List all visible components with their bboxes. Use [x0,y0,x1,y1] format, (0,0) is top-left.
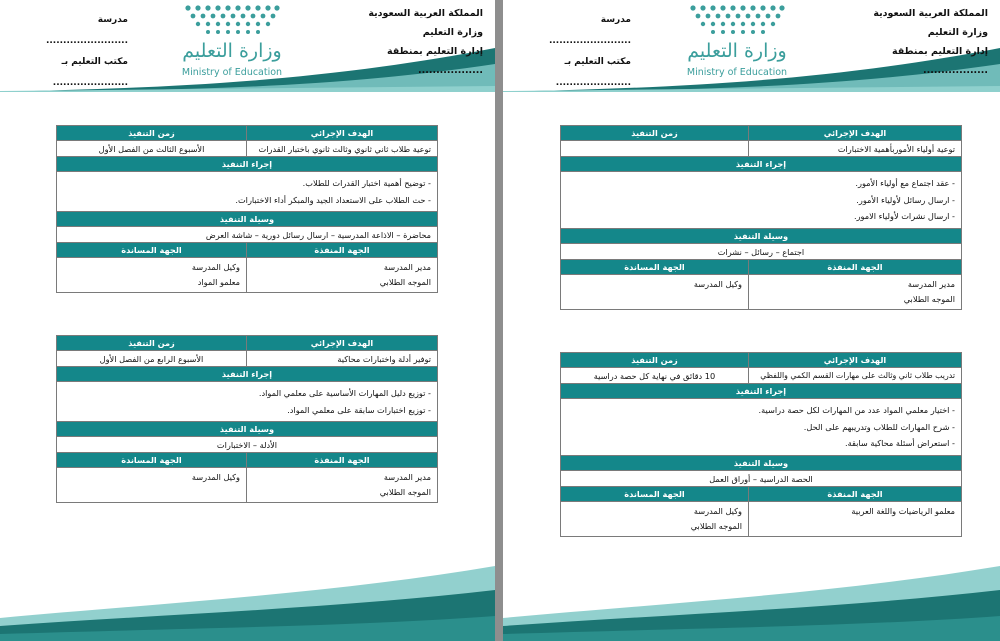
label-executor: الجهة المنفذة [247,243,438,258]
procedure-list [57,172,438,212]
label-executor: الجهة المنفذة [247,453,438,468]
logo-dots-icon [182,2,282,38]
label-means: وسيلة التنفيذ [57,422,438,437]
procedure-item: - حث الطلاب على الاستعداد الجيد والمبكر أداء الاختبارات. [235,194,431,205]
logo-arabic-text: وزارة التعليم [687,40,787,62]
header-school-block [521,10,631,94]
header-admin: إدارة التعليم بمنطقة .................. [386,46,483,76]
procedure-item: - اختيار معلمي المواد عدد من المهارات لكل حصة دراسية. [758,405,955,415]
executor-list [749,502,962,537]
logo-english-text: Ministry of Education [686,67,788,78]
logo-dots-icon [687,2,787,38]
executor-list [247,258,438,293]
footer-wave-decoration [503,546,1000,641]
supporter-item: وكيل المدرسة [191,472,240,482]
means-value: الأدلة – الاختبارات [57,437,438,453]
logo-arabic-text: وزارة التعليم [182,40,282,62]
header-school: مدرسة ........................ [548,15,631,46]
executor-item: مدير المدرسة [383,472,431,482]
goal-value: تدريب طلاب ثاني وثالث على مهارات القسم الكمي واللفظي [749,368,962,384]
procedure-item: - عقد اجتماع مع أولياء الأمور. [855,178,955,188]
time-value: الأسبوع الثالث من الفصل الأول [57,141,247,157]
procedure-item: - توزيع دليل المهارات الأساسية على معلمي المواد. [258,388,431,398]
supporter-list [57,468,247,503]
label-supporter: الجهة المساندة [57,243,247,258]
label-procedure: إجراء التنفيذ [57,367,438,382]
label-supporter: الجهة المساندة [561,487,749,502]
procedure-item: - ارسال رسائل لأولياء الأمور. [856,194,955,205]
header-ministry: وزارة التعليم [927,27,988,38]
means-value: الحصة الدراسية – أوراق العمل [561,471,962,487]
procedure-item: - توزيع اختبارات سابقة على معلمي المواد. [287,404,431,415]
executor-item: الموجه الطلابي [903,294,955,304]
label-means: وسيلة التنفيذ [57,212,438,227]
procedure-item: - شرح المهارات للطلاب وتدريبهم على الحل. [803,421,955,432]
header-ministry: وزارة التعليم [422,27,483,38]
label-means: وسيلة التنفيذ [561,229,962,244]
time-value [561,141,749,157]
supporter-list [561,275,749,310]
label-procedure: إجراء التنفيذ [561,157,962,172]
label-procedure: إجراء التنفيذ [561,384,962,399]
executor-list [749,275,962,310]
plan-table-left-1 [56,125,438,293]
logo-english-text: Ministry of Education [181,67,283,78]
label-time: زمن التنفيذ [561,353,749,368]
supporter-item: الموجه الطلابي [690,521,742,531]
supporter-list [561,502,749,537]
label-executor: الجهة المنفذة [749,260,962,275]
label-goal: الهدف الإجرائي [247,336,438,351]
executor-item: مدير المدرسة [383,262,431,272]
label-goal: الهدف الإجرائي [749,353,962,368]
executor-item: الموجه الطلابي [379,487,431,497]
label-supporter: الجهة المساندة [57,453,247,468]
label-means: وسيلة التنفيذ [561,456,962,471]
header-school: مدرسة ........................ [45,15,128,46]
executor-item: معلمو الرياضيات واللغة العربية [851,506,955,516]
header-ministry-block [838,4,988,80]
ministry-logo [176,2,288,82]
label-supporter: الجهة المساندة [561,260,749,275]
supporter-item: وكيل المدرسة [191,262,240,272]
means-value: محاضرة – الاذاعة المدرسية – ارسال رسائل دورية – شاشة العرض [57,227,438,243]
header-kingdom: المملكة العربية السعودية [368,8,483,19]
executor-item: مدير المدرسة [907,279,955,289]
label-procedure: إجراء التنفيذ [57,157,438,172]
goal-value: توفير أدلة واختبارات محاكية [247,351,438,367]
label-time: زمن التنفيذ [561,126,749,141]
executor-list [247,468,438,503]
procedure-item: - توضيح أهمية اختبار القدرات للطلاب. [302,178,431,188]
header-office: مكتب التعليم بـ ...................... [52,57,128,88]
plan-table-right-2 [560,352,962,537]
document-page-right [503,0,1000,641]
supporter-item: وكيل المدرسة [693,279,742,289]
label-time: زمن التنفيذ [57,126,247,141]
footer-wave-decoration [0,546,495,641]
procedure-list [561,172,962,229]
supporter-item: معلمو المواد [197,277,240,287]
header-ministry-block [333,4,483,80]
plan-table-right-1 [560,125,962,310]
goal-value: توعية طلاب ثاني ثانوي وثالث ثانوي باختبار القدرات [247,141,438,157]
label-executor: الجهة المنفذة [749,487,962,502]
header-kingdom: المملكة العربية السعودية [873,8,988,19]
header-admin: إدارة التعليم بمنطقة .................. [891,46,988,76]
label-goal: الهدف الإجرائي [749,126,962,141]
header-office: مكتب التعليم بـ ...................... [555,57,631,88]
procedure-list [561,399,962,456]
supporter-list [57,258,247,293]
procedure-item: - ارسال نشرات لأولياء الامور. [853,211,955,221]
procedure-item: - استعراض أسئلة محاكية سابقة. [844,438,955,448]
ministry-logo [681,2,793,82]
label-goal: الهدف الإجرائي [247,126,438,141]
time-value: 10 دقائق في نهاية كل حصة دراسية [561,368,749,384]
time-value: الأسبوع الرابع من الفصل الأول [57,351,247,367]
goal-value: توعية أولياء الأموربأهمية الاختبارات [749,141,962,157]
plan-table-left-2 [56,335,438,503]
label-time: زمن التنفيذ [57,336,247,351]
procedure-list [57,382,438,422]
header-school-block [18,10,128,94]
means-value: اجتماع – رسائل – نشرات [561,244,962,260]
executor-item: الموجه الطلابي [379,277,431,287]
document-page-left [0,0,495,641]
supporter-item: وكيل المدرسة [693,506,742,516]
